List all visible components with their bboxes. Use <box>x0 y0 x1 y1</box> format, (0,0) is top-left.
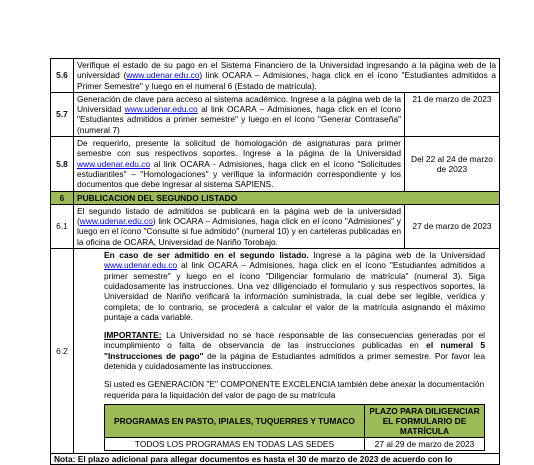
table-row <box>51 137 500 191</box>
deadline-table <box>104 404 485 451</box>
university-link[interactable]: www.udenar.edu.co <box>77 158 151 169</box>
schedule-table <box>50 58 500 465</box>
step-number: 6.2 <box>51 249 74 454</box>
section-header-row <box>51 191 500 204</box>
step-number: 5.6 <box>51 59 74 93</box>
university-link[interactable]: www.udenar.edu.co <box>124 104 198 115</box>
important-paragraph: IMPORTANTE: La Universidad no se hace responsable de las consecuencias generadas por el incumplimiento o falta de observancia de las instrucciones publicadas en el numeral 5 "Instrucciones de pago" de la página de Estudiantes admitidos a primer semestre. Por favor lea detenida y cuidadosamente las instrucciones. <box>104 330 486 372</box>
university-link[interactable]: www.udenar.edu.co <box>104 260 178 271</box>
step-number: 5.7 <box>51 92 74 136</box>
step-number: 6.1 <box>51 204 74 248</box>
step-description: De requerirlo, presente la solicitud de homologación de asignaturas para primer semestre con sus respectivos soportes. Ingrese a la página de la Universidad www.udenar.edu.co al link OCARA - Admisiones, haga click en el ícono "Solicitudes estudiantiles" – "Homologaciones" y verifique la información correspondiente y los documentos que debe ingresar al sistema SAPIENS. <box>74 137 405 191</box>
university-link[interactable]: www.udenar.edu.co <box>79 216 153 227</box>
table-row <box>105 437 485 450</box>
step-number: 5.8 <box>51 137 74 191</box>
table-row <box>51 59 500 93</box>
table-row <box>51 92 500 136</box>
step-date: 27 de marzo de 2023 <box>404 204 499 248</box>
table-row <box>51 249 500 454</box>
table-row <box>51 453 500 464</box>
deadline-header: PLAZO PARA DILIGENCIAR EL FORMULARIO DE MATRÍCULA <box>365 404 485 437</box>
deadline-cell: 27 al 29 de marzo de 2023 <box>365 437 485 450</box>
step-date: Del 22 al 24 de marzo de 2023 <box>404 137 499 191</box>
section-number: 6 <box>51 191 74 204</box>
step-description: El segundo listado de admitidos se publicará en la página web de la universidad (www.udenar.edu.co) link OCARA – Admisiones, haga click en el ícono "Admisiones" y luego en el ícono "Consulte si fue admitido" (numeral 10) y en carteleras publicadas en la oficina de OCARA, Universidad de Nariño Torobajo. <box>74 204 405 248</box>
admitted-paragraph: En caso de ser admitido en el segundo listado. Ingrese a la página web de la Universidad www.udenar.edu.co al link OCARA – Admisiones, haga click en el ícono "Estudiantes admitidos a primer semestre" y luego en el ícono "Diligenciar formulario de matrícula" (numeral 3). Siga cuidadosamente las instrucciones. Una vez diligenciado el formulario y sus respectivos soportes, la Universidad de Nariño verificará la información suministrada, la cual debe ser legible, verídica y completa; de lo contrario, se procederá a calcular el valor de la matrícula asignando el máximo puntaje a cada variable. <box>104 250 486 322</box>
section-title: PUBLICACION DEL SEGUNDO LISTADO <box>74 191 500 204</box>
deadline-header-row <box>105 404 485 437</box>
step-description: Generación de clave para acceso al sistema académico. Ingrese a la página web de la Universidad www.udenar.edu.co al link OCARA – Admisiones, haga click en el ícono "Estudiantes admitidos a primer semestre" y luego en el ícono "Generar Contraseña" (numeral 7) <box>74 92 405 136</box>
step-description <box>74 249 500 454</box>
step-description: Verifique el estado de su pago en el Sistema Financiero de la Universidad ingresando a la página web de la universidad (www.udenar.edu.co) link OCARA – Admisiones, haga click en el ícono "Estudiantes admitidos a Primer Semestre" y luego en el numeral 6 (Estado de matrícula). <box>74 59 500 93</box>
programs-cell: TODOS LOS PROGRAMAS EN TODAS LAS SEDES <box>105 437 365 450</box>
programs-header: PROGRAMAS EN PASTO, IPIALES, TUQUERRES Y TUMACO <box>105 404 365 437</box>
university-link[interactable]: www.udenar.edu.co <box>126 70 200 81</box>
step-date: 21 de marzo de 2023 <box>404 92 499 136</box>
nota-text: Nota: El plazo adicional para allegar documentos es hasta el 30 de marzo de 2023 de acuerdo con lo <box>51 453 500 464</box>
table-row <box>51 204 500 248</box>
generacion-e-paragraph: Si usted es GENERACIÓN "E" COMPONENTE EXCELENCIA también debe anexar la documentación requerida para la liquidación del valor de pago de su matrícula <box>104 379 485 400</box>
